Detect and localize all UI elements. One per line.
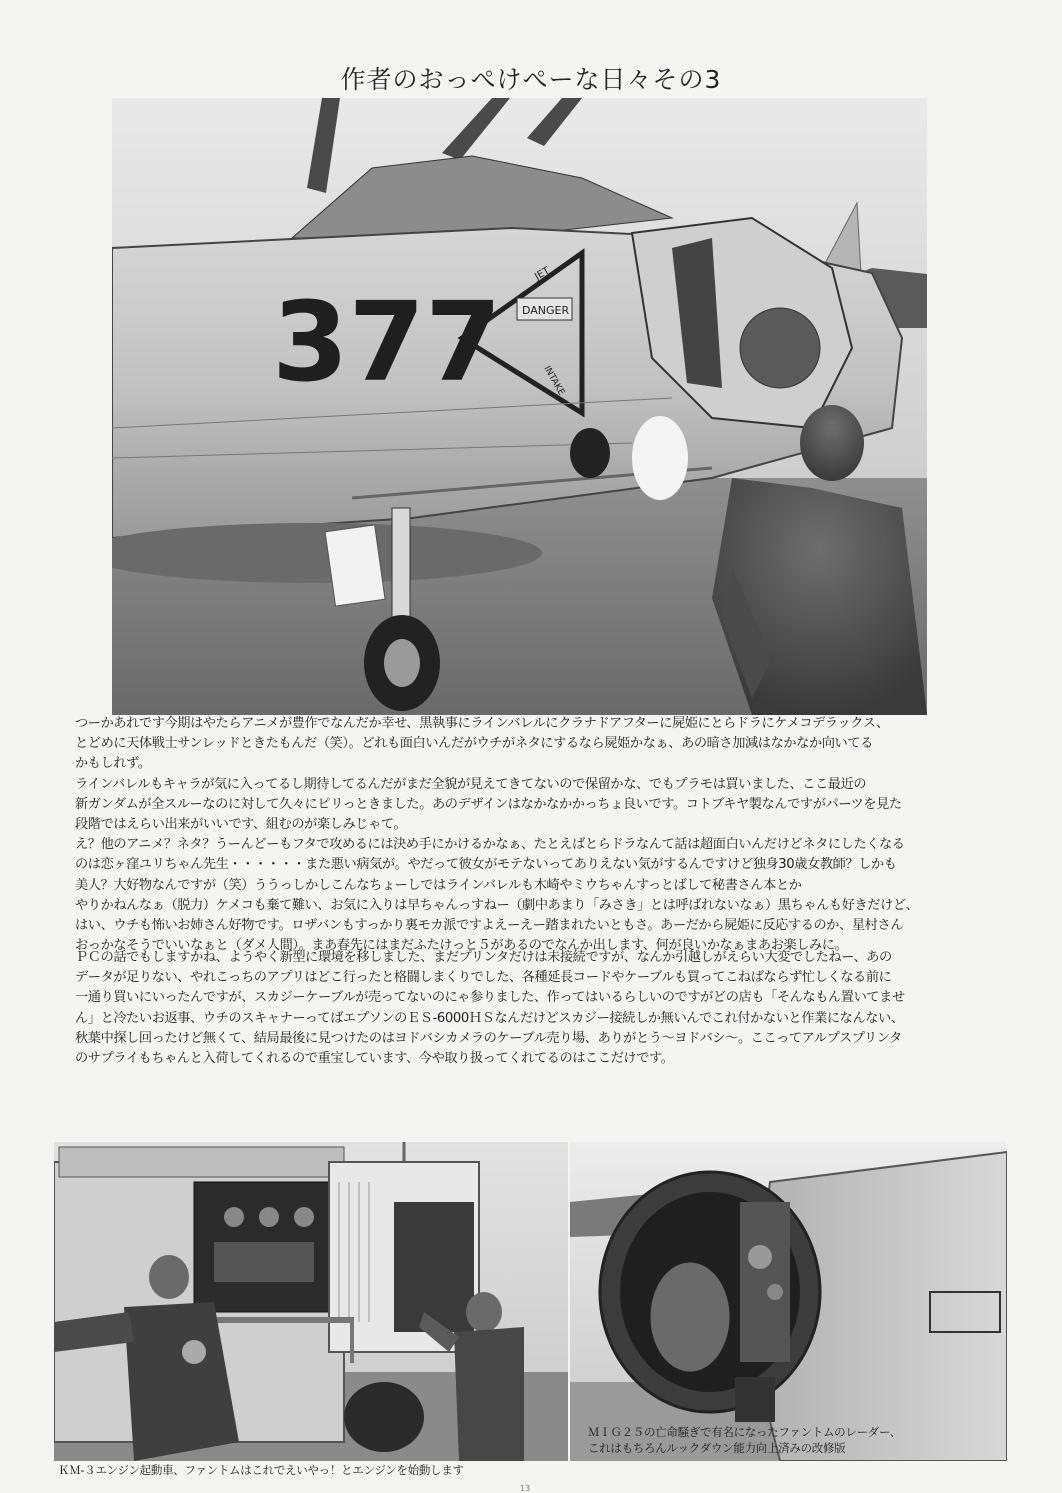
text-line: のは恋ヶ窪ユリちゃん先生・・・・・・また悪い病気が。やだって彼女がモテないってありえない気がするんですけど独身30歳女教師？しかも — [75, 857, 897, 873]
jet-stencil: JET — [533, 265, 552, 283]
text-line: かもしれず。 — [75, 756, 151, 772]
text-line: え？他のアニメ？ネタ？うーんどーもフタで攻めるには決め手にかけるかなぁ、たとえばとらドラなんて話は超面白いんだけどネタにしたくなる — [75, 837, 905, 853]
radar-caption — [588, 1424, 901, 1456]
paragraph-pc — [75, 948, 1010, 1069]
caption-line: これはもちろんルックダウン能力向上済みの改修版 — [588, 1441, 846, 1455]
text-line: 秋葉中探し回ったけど無くて、結局最後に見つけたのはヨドバシカメラのケーブル売り場、ありがとう〜ヨドバシ〜。ここってアルプスプリンタ — [75, 1030, 902, 1046]
text-line: やりかねんなぁ（脱力）ケメコも棄て難い、お気に入りは早ちゃんっすねー（劇中あまり「みさき」とは呼ばれないなぁ）黒ちゃんも好きだけど、 — [75, 897, 919, 913]
page-number: 13 — [520, 1484, 531, 1493]
phantom-377-photo — [112, 98, 927, 715]
engine-start-cart-photo — [54, 1142, 568, 1461]
text-line: ラインバレルもキャラが気に入ってるし期待してるんだがまだ全貌が見えてきてないので保留かな、でもプラモは買いました、ここ最近の — [75, 776, 867, 792]
page-title: 作者のおっぺけぺーな日々その3 — [340, 65, 722, 94]
text-line: 段階ではえらい出来がいいです、組むのが楽しみじゃて。 — [75, 817, 407, 833]
phantom-radar-photo — [570, 1142, 1007, 1461]
text-line: はい、ウチも怖いお姉さん好物です。ロザバンもすっかり裏モカ派ですよえーえー踏まれたいともさ。あーだから屍姫に反応するのか、星村さん — [75, 918, 904, 934]
text-line: ん」と冷たいお返事、ウチのスキャナーってばエプソンのＥＳ-6000ＨＳなんだけどスカジー接続しか無いんでこれ付かないと作業になんない、 — [75, 1010, 904, 1026]
text-line: つーかあれです今期はやたらアニメが豊作でなんだか幸せ、黒執事にラインバレルにクラナドアフターに屍姫にとらドラにケメコデラックス、 — [75, 716, 889, 731]
text-line: とどめに天体戦士サンレッドときたもんだ（笑）。どれも面白いんだがウチがネタにするなら屍姫かなぁ、あの暗さ加減はなかなか向いてる — [75, 736, 873, 752]
danger-stencil: DANGER — [522, 304, 570, 317]
text-line: おっかなそうでいいなぁと（ダメ人間）。まあ春先にはまだふたけっと５があるのでなんか出します、何が良いかなぁまあお楽しみに。 — [75, 938, 848, 954]
text-line: データが足りない、やれこっちのアプリはどこ行ったと格闘しまくりでした、各種延長コードやケーブルも買ってこねばならず忙しくなる前に — [75, 970, 892, 986]
paragraph-anime — [75, 714, 1010, 956]
caption-line: ＭＩＧ２５の亡命騒ぎで有名になったファントムのレーダー、 — [588, 1425, 901, 1439]
text-line: 一通り買いにいったんですが、スカジーケーブルが売ってないのにゃ参りました、作ってはいるらしいのですがどの店も「そんなもん置いてませ — [75, 990, 905, 1006]
tail-number: 377 — [272, 278, 502, 406]
text-line: 美人？大好物なんですが（笑）ううっしかしこんなちょーしではラインバレルも木崎やミウちゃんすっとばして秘書さん本とか — [75, 877, 802, 893]
engine-cart-caption: ＫＭ-３エンジン起動車、ファントムはこれでえいやっ！とエンジンを始動します — [58, 1463, 464, 1477]
intake-stencil: INTAKE — [541, 364, 567, 398]
text-line: 新ガンダムが全スルーなのに対して久々にピリっときました。あのデザインはなかなかかっちょ良いです。コトブキヤ製なんですがパーツを見た — [75, 796, 902, 812]
text-line: のサプライもちゃんと入荷してくれるので重宝しています、今や取り扱ってくれてるのはここだけです。 — [75, 1051, 674, 1067]
text-line: ＰＣの話でもしますかね、ようやく新型に環境を移しました、まだプリンタだけは未接続ですが、なんか引越しがえらい大変でしたねー、あの — [75, 950, 892, 965]
